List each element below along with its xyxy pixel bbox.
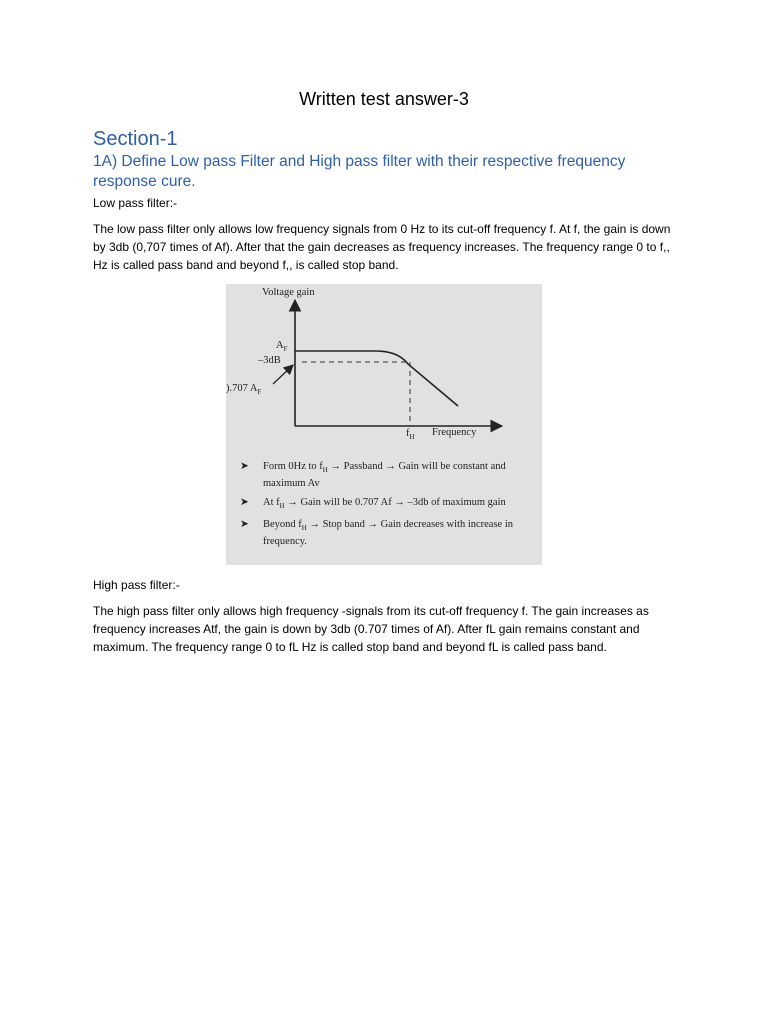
arrow-bullet-icon: ➤ xyxy=(240,497,249,509)
low-pass-paragraph: The low pass filter only allows low frequency signals from 0 Hz to its cut-off frequency f. At f, the gain is down by 3db (0,707 times of Af). After that the gain decreases as frequency increases. The frequency range 0 to f,, Hz is called pass band and beyond f,, is called stop band. xyxy=(93,222,671,272)
af-label: $A_F$ xyxy=(276,340,288,354)
point707-arrow xyxy=(273,366,292,384)
document-title: Written test answer-3 xyxy=(299,89,469,109)
bullet-stopband: ➤ Beyond $f_H$ → Stop band → Gain decreases with increase in frequency. xyxy=(240,519,514,548)
bullet-cutoff: ➤ At $f_H$ → Gain will be 0.707 Af → –3db of maximum gain xyxy=(240,497,506,511)
x-axis-label: Frequency xyxy=(432,427,477,438)
response-curve xyxy=(295,351,458,406)
arrow-bullet-icon: ➤ xyxy=(240,519,249,531)
low-pass-response-figure xyxy=(226,284,542,565)
high-pass-label: High pass filter:- xyxy=(93,578,180,592)
section-heading: Section-1 xyxy=(93,128,178,150)
y-axis-label: Voltage gain xyxy=(262,287,315,298)
bullet-passband: ➤ Form 0Hz to $f_H$ → Passband → Gain will be constant and maximum Av xyxy=(240,461,506,490)
question-heading: 1A) Define Low pass Filter and High pass filter with their respective frequency response cure. xyxy=(93,153,626,190)
fh-label: $f_H$ xyxy=(406,428,415,442)
high-pass-paragraph: The high pass filter only allows high frequency -signals from its cut-off frequency f. The gain increases as frequency increases Atf, the gain is down by 3db (0.707 times of Af). After fL gain remains constant and maximum. The frequency range 0 to fL Hz is called stop band and beyond fL is called pass band. xyxy=(93,604,649,654)
point707-label: ).707 $A_F$ xyxy=(226,383,262,397)
arrow-bullet-icon: ➤ xyxy=(240,461,249,472)
low-pass-label: Low pass filter:- xyxy=(93,196,178,210)
figure-bullet-list xyxy=(238,460,538,554)
minus-3db-label: –3dB xyxy=(258,355,281,366)
